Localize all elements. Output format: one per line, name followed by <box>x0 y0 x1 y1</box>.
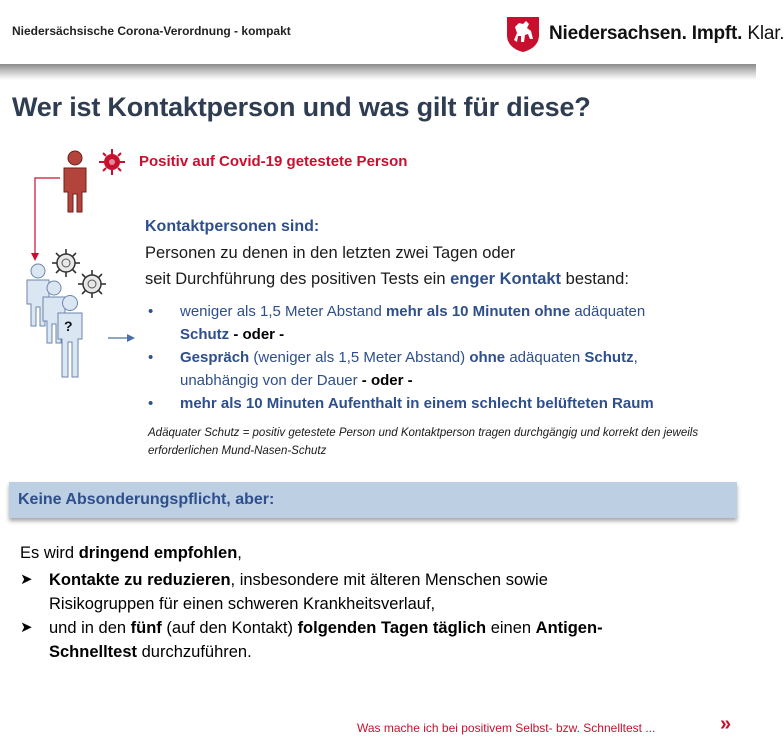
virus-grey-icon <box>52 249 80 277</box>
header-title: Niedersächsische Corona-Verordnung - kompakt <box>12 24 291 38</box>
bullet-dot-icon: • <box>148 349 154 366</box>
list-item: ➤ und in den fünf (auf den Kontakt) folgenden Tagen täglich einen Antigen- Schnelltest durchzuführen. <box>20 616 720 664</box>
horse-crest-icon <box>505 15 541 53</box>
positive-person-label: Positiv auf Covid-19 getestete Person <box>139 153 408 170</box>
protection-footnote: Adäquater Schutz = positiv getestete Person und Kontaktperson tragen durchgängig und korrekt den jeweils erforderlichen Mund-Nasen-Schutz <box>148 427 699 457</box>
contact-criteria-list <box>148 300 748 415</box>
header-divider <box>0 64 756 80</box>
recommendation-intro: Es wird dringend empfohlen, <box>20 544 242 562</box>
contact-illustration <box>8 140 148 390</box>
logo-regular-text: Klar. <box>747 23 784 44</box>
pointer-arrowhead <box>127 334 135 342</box>
list-item: ➤ Kontakte zu reduzieren, insbesondere mit älteren Menschen sowie Risikogruppen für einen schweren Krankheitsverlauf, <box>20 568 720 616</box>
close-contact-emphasis: enger Kontakt <box>450 270 562 288</box>
brand-logo <box>505 14 784 54</box>
next-page-link[interactable]: Was mache ich bei positivem Selbst- bzw. Schnelltest ... <box>357 721 656 735</box>
contact-line-2: seit Durchführung des positiven Tests ein enger Kontakt bestand: <box>145 270 629 288</box>
chevron-right-icon[interactable]: » <box>720 713 732 735</box>
arrow-bullet-icon: ➤ <box>20 619 33 636</box>
list-item: • Gespräch (weniger als 1,5 Meter Abstand) ohne adäquaten Schutz, unabhängig von der Dauer - oder - <box>148 346 748 392</box>
connector-arrowhead <box>31 253 39 261</box>
recommendation-list <box>20 568 720 664</box>
list-item: • weniger als 1,5 Meter Abstand mehr als 10 Minuten ohne adäquaten Schutz - oder - <box>148 300 748 346</box>
logo-bold-text: Niedersachsen. Impft. <box>549 23 743 44</box>
page-title: Wer ist Kontaktperson und was gilt für diese? <box>12 92 591 122</box>
contact-heading: Kontaktpersonen sind: <box>145 218 320 235</box>
connector-line <box>35 178 60 257</box>
virus-red-icon <box>99 149 125 175</box>
infected-person-icon <box>64 151 86 212</box>
no-isolation-label: Keine Absonderungspflicht, aber: <box>18 491 275 508</box>
list-item: • mehr als 10 Minuten Aufenthalt in einem schlecht belüfteten Raum <box>148 392 748 415</box>
bullet-dot-icon: • <box>148 303 154 320</box>
virus-grey-icon <box>78 270 106 298</box>
arrow-bullet-icon: ➤ <box>20 571 33 588</box>
contact-line-1: Personen zu denen in den letzten zwei Tagen oder <box>145 244 516 262</box>
bullet-dot-icon: • <box>148 395 154 412</box>
unknown-mark: ? <box>64 318 73 334</box>
